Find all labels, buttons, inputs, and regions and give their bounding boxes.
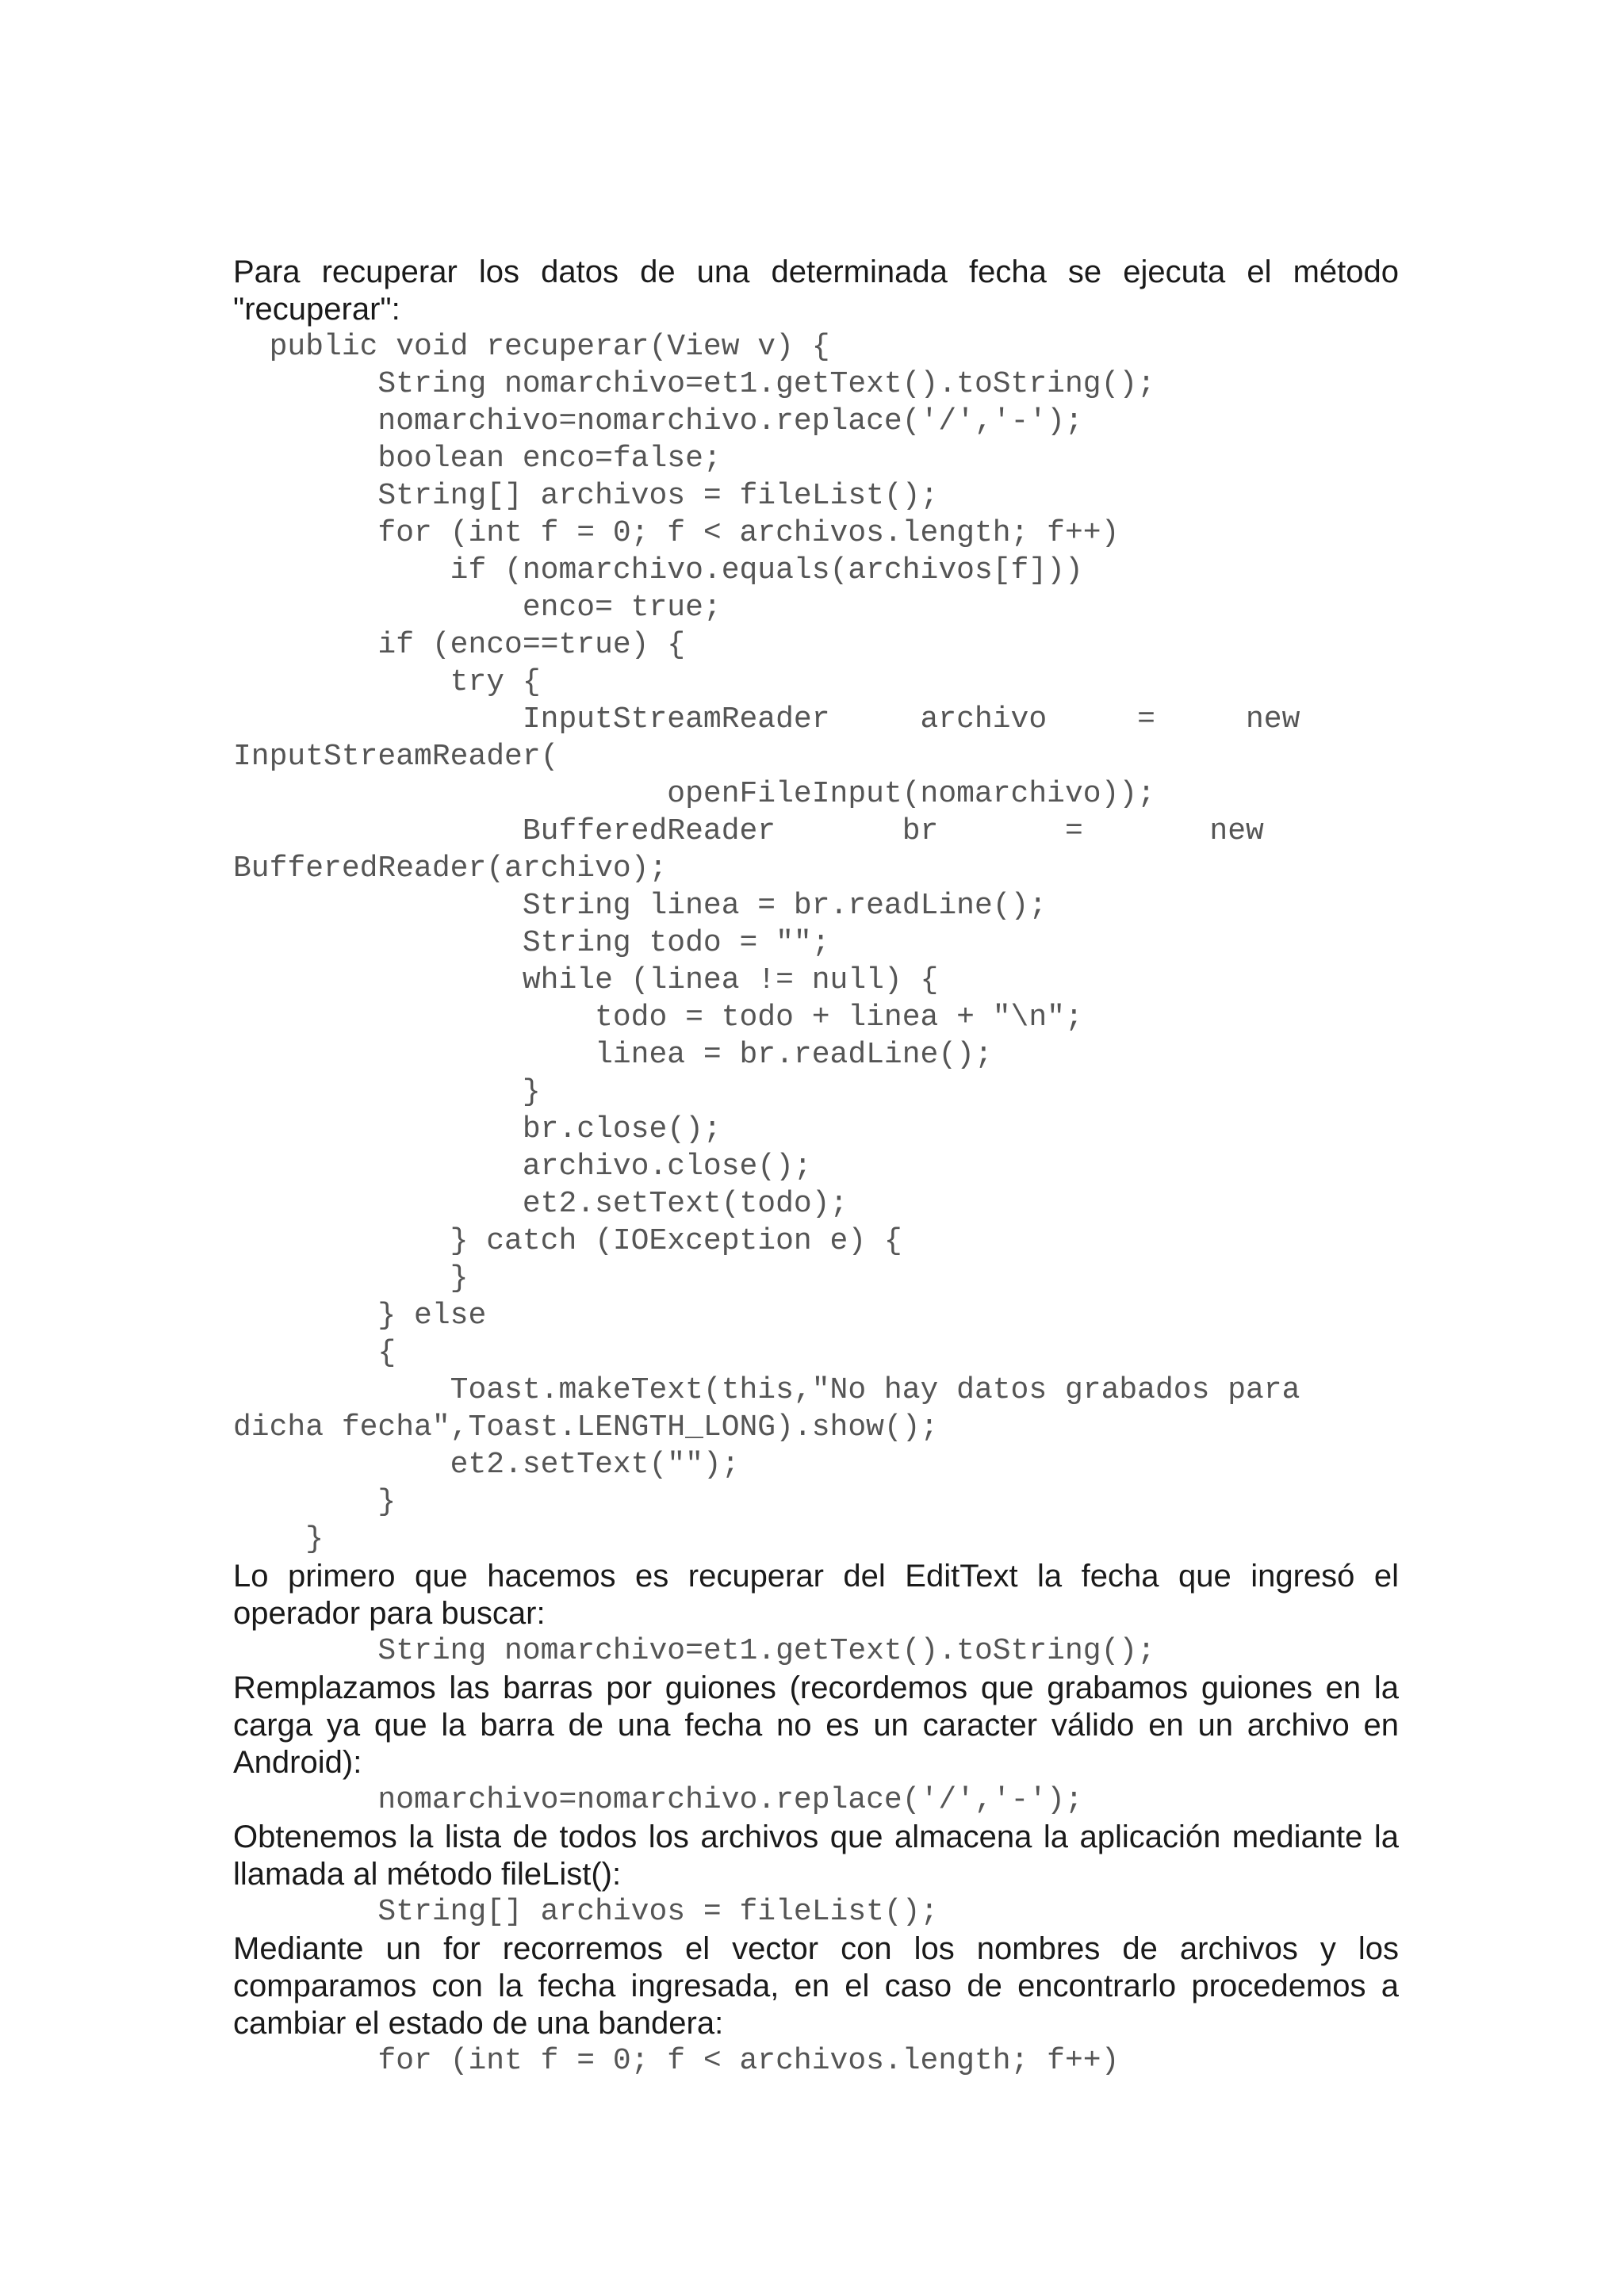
code-line: if (nomarchivo.equals(archivos[f])) [233,553,1083,587]
method-code-lines-1 [233,328,1399,701]
explanation-paragraph-3: Obtenemos la lista de todos los archivos que almacena la aplicación mediante la llamada al método fileList(): [233,1820,1399,1892]
code-line-wrapped-first: InputStreamReader archivo = new [233,702,1300,737]
code-line: if (enco==true) { [233,628,686,662]
code-line: boolean enco=false; [233,442,722,476]
code-line-wrapped-first: Toast.makeText(this,"No hay datos grabados para [233,1373,1300,1407]
code-line: todo = todo + linea + "\n"; [233,1001,1083,1035]
code-line: } [233,1261,469,1295]
code-line-wrapped-first: BufferedReader br = new [233,814,1264,848]
code-line: } [233,1485,396,1519]
code-line: try { [233,665,541,699]
code-line: String[] archivos = fileList(); [233,479,939,513]
document-content [233,254,1399,2080]
code-line-wrapped-second: dicha fecha",Toast.LENGTH_LONG).show(); [233,1410,939,1445]
code-line: et2.setText(todo); [233,1187,848,1221]
code-line: nomarchivo=nomarchivo.replace('/','-'); [233,404,1083,438]
code-line: } catch (IOException e) { [233,1224,902,1258]
code-line: public void recuperar(View v) { [233,330,830,364]
intro-paragraph: Para recuperar los datos de una determinada fecha se ejecuta el método "recuperar": [233,254,1399,327]
code-line: for (int f = 0; f < archivos.length; f++) [233,516,1120,550]
code-line-wrapped-second: BufferedReader(archivo); [233,851,668,886]
code-line: String nomarchivo=et1.getText().toString(); [233,367,1155,401]
code-line: } [233,1075,541,1109]
code-line: String linea = br.readLine(); [233,889,1048,923]
code-line-wrapped-second: InputStreamReader( [233,740,559,774]
code-line: while (linea != null) { [233,963,939,997]
explanation-paragraph-4: Mediante un for recorremos el vector con los nombres de archivos y los comparamos con la fecha ingresada, en el caso de encontrarlo procedemos a cambiar el estado de una bandera: [233,1931,1399,2041]
explanation-paragraph-2: Remplazamos las barras por guiones (recordemos que grabamos guiones en la carga ya que la barra de una fecha no es un caracter válido en un archivo en Android): [233,1670,1399,1780]
code-line: } [233,1522,324,1556]
code-line: enco= true; [233,591,722,625]
code-snippet-3: String[] archivos = fileList(); [233,1895,939,1929]
code-line: et2.setText(""); [233,1448,740,1482]
code-line: openFileInput(nomarchivo)); [233,777,1155,811]
code-line: } else [233,1299,487,1333]
code-line: linea = br.readLine(); [233,1038,993,1072]
code-snippet-2: nomarchivo=nomarchivo.replace('/','-'); [233,1783,1083,1817]
method-code-block [233,328,1399,1558]
code-line: String todo = ""; [233,926,830,960]
code-snippet-1: String nomarchivo=et1.getText().toString(); [233,1634,1155,1668]
code-line: { [233,1336,396,1370]
code-line: archivo.close(); [233,1150,812,1184]
code-line: br.close(); [233,1112,722,1146]
explanation-paragraph-1: Lo primero que hacemos es recuperar del EditText la fecha que ingresó el operador para buscar: [233,1559,1399,1631]
code-snippet-4: for (int f = 0; f < archivos.length; f++) [233,2044,1120,2078]
